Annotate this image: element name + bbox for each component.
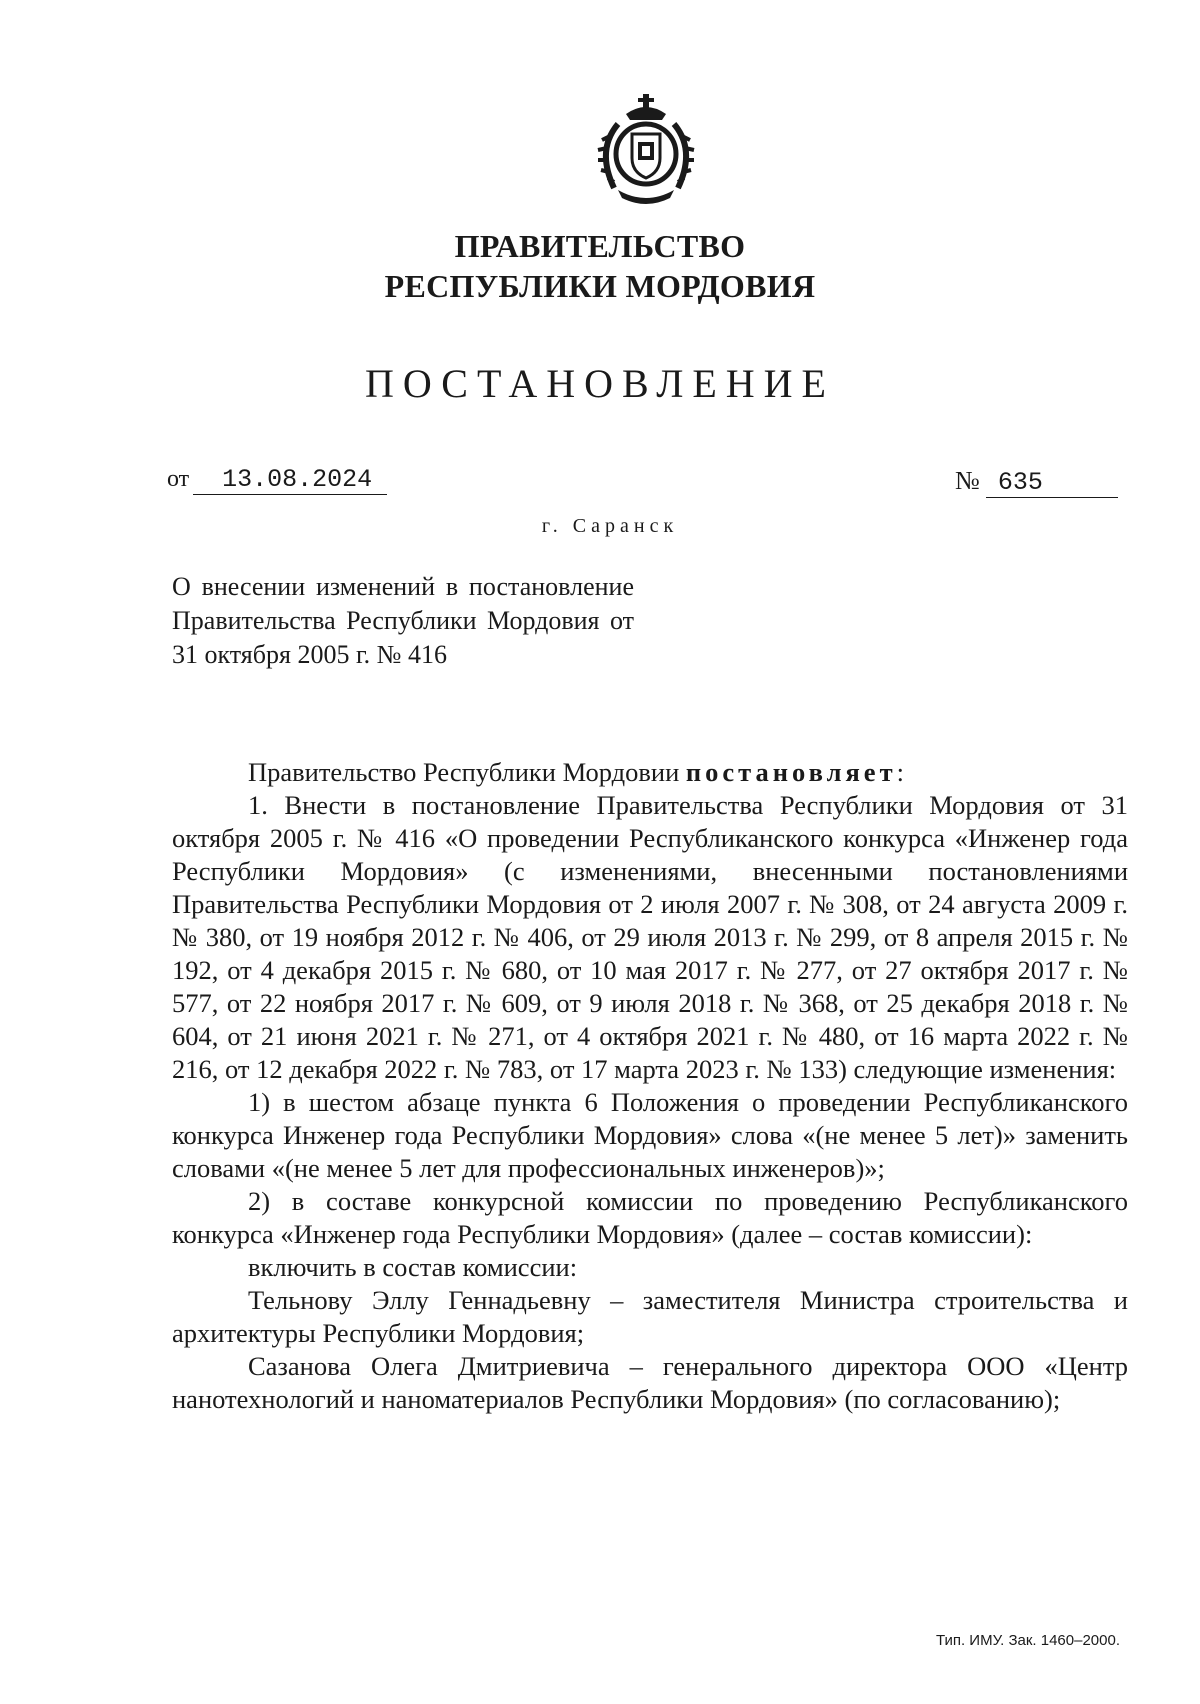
document-subject: О внесении изменений в постановление Правительства Республики Мордовия от 31 октября 2005 г. № 416 xyxy=(172,572,634,669)
organization-name-line2: РЕСПУБЛИКИ МОРДОВИЯ xyxy=(384,268,816,304)
intro-paragraph xyxy=(172,756,1128,789)
number-label: № xyxy=(955,466,980,495)
include-in-commission: включить в состав комиссии: xyxy=(248,1252,578,1282)
document-body xyxy=(172,756,1128,1416)
commission-member-2: Сазанова Олега Дмитриевича – генерального директора ООО «Центр нанотехнологий и наноматериалов Республики Мордовия» (по согласованию); xyxy=(172,1351,1128,1414)
date-label: от xyxy=(167,466,190,492)
intro-text: Правительство Республики Мордовии xyxy=(248,757,680,787)
paragraph-1-subitem-1: 1) в шестом абзаце пункта 6 Положения о проведении Республиканского конкурса Инженер года Республики Мордовия» слова «(не менее 5 лет)» заменить словами «(не менее 5 лет для профессиональных инженеров)»; xyxy=(172,1087,1128,1183)
organization-name-line1: ПРАВИТЕЛЬСТВО xyxy=(454,228,746,264)
paragraph-1: 1. Внести в постановление Правительства Республики Мордовия от 31 октября 2005 г. № 416 «О проведении Республиканского конкурса «Инженер года Республики Мордовия» (с изменениями, внесенными постановлениями Правительства Республики Мордовия от 2 июля 2007 г. № 308, от 24 августа 2009 г. № 380, от 19 ноября 2012 г. № 406, от 29 июля 2013 г. № 299, от 8 апреля 2015 г. № 192, от 4 декабря 2015 г. № 680, от 10 мая 2017 г. № 277, от 27 октября 2017 г. № 577, от 22 ноября 2017 г. № 609, от 9 июля 2018 г. № 368, от 25 декабря 2018 г. № 604, от 21 июня 2021 г. № 271, от 4 октября 2021 г. № 480, от 16 марта 2022 г. № 216, от 12 декабря 2022 г. № 783, от 17 марта 2023 г. № 133) следующие изменения: xyxy=(172,790,1128,1084)
intro-colon: : xyxy=(896,757,904,787)
mordovia-coat-of-arms-icon xyxy=(588,92,704,212)
intro-verb: постановляет xyxy=(685,757,897,787)
city-name: г. Саранск xyxy=(541,515,679,537)
commission-member-1: Тельнову Эллу Геннадьевну – заместителя Министра строительства и архитектуры Республики Мордовия; xyxy=(172,1285,1128,1348)
document-type-title: ПОСТАНОВЛЕНИЕ xyxy=(365,361,835,406)
document-number: 635 xyxy=(986,469,1118,498)
print-mark: Тип. ИМУ. Зак. 1460–2000. xyxy=(935,1632,1120,1649)
number-line xyxy=(955,466,1118,498)
date-line xyxy=(167,466,387,495)
paragraph-1-subitem-2: 2) в составе конкурсной комиссии по проведению Республиканского конкурса «Инженер года Республики Мордовия» (далее – состав комиссии): xyxy=(172,1186,1128,1249)
document-date: 13.08.2024 xyxy=(193,466,387,495)
